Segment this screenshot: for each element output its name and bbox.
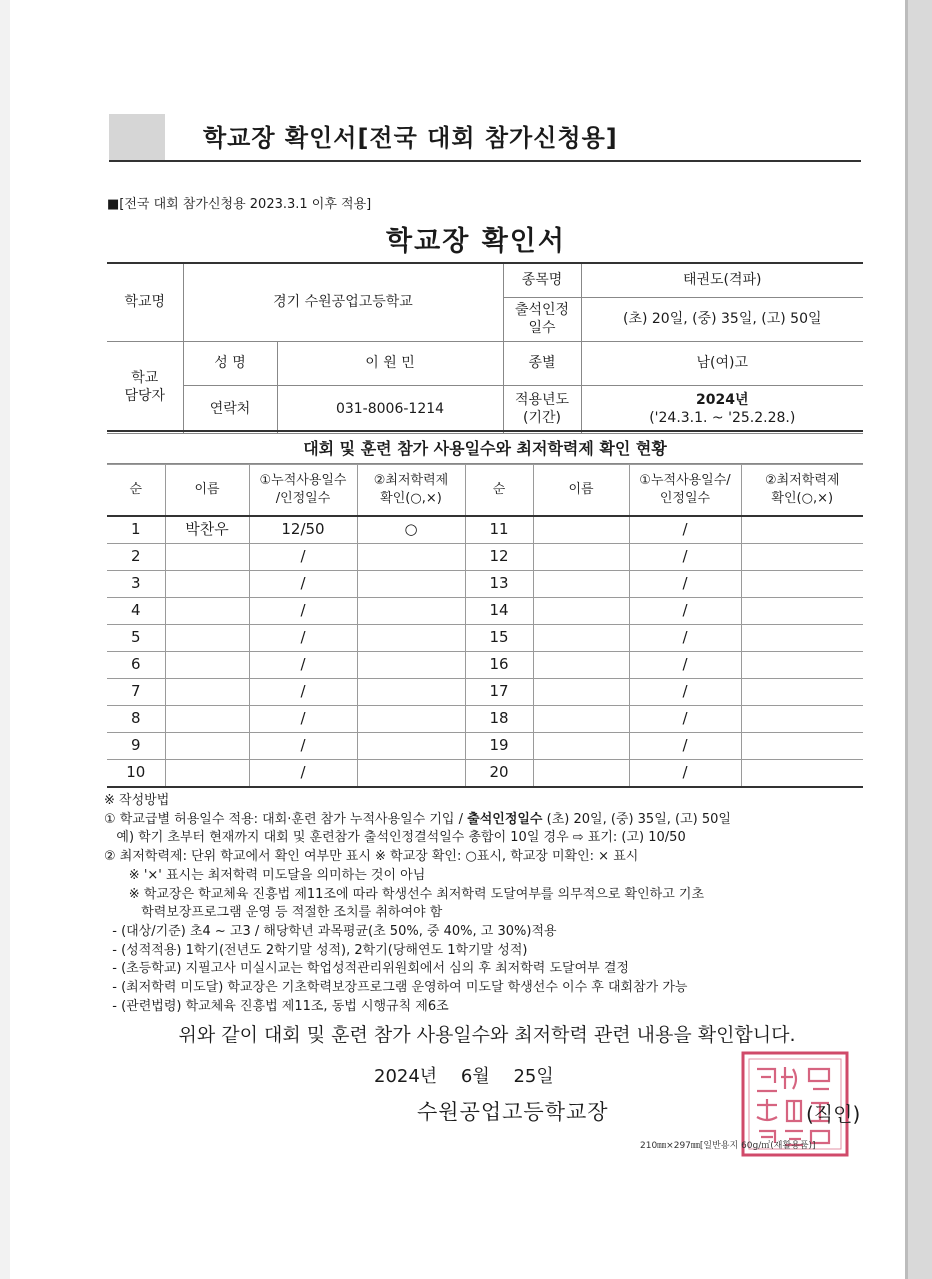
- note-1: [104, 811, 874, 830]
- row-no: 8: [107, 706, 165, 733]
- row-name: [165, 598, 249, 625]
- table-row: [107, 516, 863, 544]
- table-row: [107, 625, 863, 652]
- row-days: /: [629, 706, 741, 733]
- row-name: [533, 516, 629, 544]
- note-2-sub-3: 학력보장프로그램 운영 등 적절한 조치를 취하여야 함: [104, 905, 443, 921]
- row-check: [741, 571, 863, 598]
- row-check: [357, 544, 465, 571]
- main-title: 학교장 확인서: [386, 226, 566, 257]
- row-days: /: [249, 760, 357, 788]
- row-no: 16: [465, 652, 533, 679]
- manager-label: 학교 담당자: [107, 341, 183, 433]
- row-days: /: [629, 652, 741, 679]
- row-no: 4: [107, 598, 165, 625]
- row-name: [165, 571, 249, 598]
- header-check: ②최저학력제 확인(○,×): [357, 465, 465, 517]
- row-check: [741, 598, 863, 625]
- header-name: 이름: [533, 465, 629, 517]
- row-check: [357, 598, 465, 625]
- title-rule: [109, 160, 861, 162]
- note-1-example: 예) 학기 초부터 현재까지 대회 및 훈련참가 출석인정결석일수 총합이 10일 경우 ⇨ 표기: (고) 10/50: [104, 830, 686, 846]
- detail-5: - (관련법령) 학교체육 진흥법 제11조, 동법 시행규칙 제6조: [104, 998, 449, 1014]
- row-no: 5: [107, 625, 165, 652]
- row-check: [357, 733, 465, 760]
- year-cell: [581, 385, 863, 433]
- table-row: [107, 652, 863, 679]
- row-days: /: [629, 544, 741, 571]
- row-check: [741, 733, 863, 760]
- note-1-text: ① 학교급별 허용일수 적용: 대회·훈련 참가 누적사용일수 기입 /: [104, 811, 468, 827]
- section-heading: 대회 및 훈련 참가 사용일수와 최저학력제 확인 현황: [107, 430, 863, 464]
- principal-name: 수원공업고등학교장: [417, 1100, 609, 1124]
- row-no: 20: [465, 760, 533, 788]
- table-row: [107, 733, 863, 760]
- table-row: [107, 544, 863, 571]
- row-no: 10: [107, 760, 165, 788]
- row-check: [741, 679, 863, 706]
- attendance-label: 출석인정 일수: [503, 297, 581, 341]
- row-no: 3: [107, 571, 165, 598]
- row-no: 1: [107, 516, 165, 544]
- row-days: /: [629, 733, 741, 760]
- row-check: [357, 706, 465, 733]
- header-check: ②최저학력제 확인(○,×): [741, 465, 863, 517]
- row-name: [533, 652, 629, 679]
- type-value: 남(여)고: [581, 341, 863, 385]
- contact-value: 031-8006-1214: [277, 385, 503, 433]
- note-1-bold: 출석인정일수: [467, 811, 543, 827]
- row-name: [165, 652, 249, 679]
- detail-1: - (대상/기준) 초4 ~ 고3 / 해당학년 과목평균(초 50%, 중 40%, 고 30%)적용: [104, 923, 557, 939]
- row-no: 14: [465, 598, 533, 625]
- contact-label: 연락처: [183, 385, 277, 433]
- row-check: [357, 652, 465, 679]
- writing-instructions: [104, 792, 874, 1016]
- note-2: ② 최저학력제: 단위 학교에서 확인 여부만 표시 ※ 학교장 확인: ○표시, 학교장 미확인: × 표시: [104, 849, 639, 865]
- form-subtitle-note: ■[전국 대회 참가신청용 2023.3.1 이후 적용]: [107, 197, 372, 212]
- header-name: 이름: [165, 465, 249, 517]
- title-grey-block: [109, 114, 165, 160]
- row-no: 7: [107, 679, 165, 706]
- row-days: /: [249, 571, 357, 598]
- row-no: 13: [465, 571, 533, 598]
- row-days: /: [629, 760, 741, 788]
- row-name: [533, 760, 629, 788]
- note-2-sub-2: ※ 학교장은 학교체육 진흥법 제11조에 따라 학생선수 최저학력 도달여부를 의무적으로 확인하고 기초: [104, 886, 705, 902]
- row-days: /: [629, 598, 741, 625]
- sport-value: 태권도(격파): [581, 263, 863, 297]
- row-check: [357, 571, 465, 598]
- row-days: /: [629, 516, 741, 544]
- row-name: [533, 544, 629, 571]
- row-days: /: [629, 571, 741, 598]
- sport-label: 종목명: [503, 263, 581, 297]
- row-name: [533, 733, 629, 760]
- row-name: [533, 679, 629, 706]
- row-days: /: [249, 652, 357, 679]
- row-days: /: [249, 679, 357, 706]
- seal-mark-label: (직인): [806, 1102, 861, 1126]
- detail-3: - (초등학교) 지필고사 미실시교는 학업성적관리위원회에서 심의 후 최저학력 도달여부 결정: [104, 961, 629, 977]
- row-days: /: [249, 544, 357, 571]
- header-no: 순: [107, 465, 165, 517]
- row-name: [533, 571, 629, 598]
- row-no: 17: [465, 679, 533, 706]
- row-check: [741, 760, 863, 788]
- row-days: /: [629, 679, 741, 706]
- row-check: ○: [357, 516, 465, 544]
- header-days: ①누적사용일수/ 인정일수: [629, 465, 741, 517]
- school-name-value: 경기 수원공업고등학교: [183, 263, 503, 341]
- header-no: 순: [465, 465, 533, 517]
- confirmation-statement: 위와 같이 대회 및 훈련 참가 사용일수와 최저학력 관련 내용을 확인합니다.: [178, 1024, 796, 1046]
- table-header-row: [107, 465, 863, 517]
- detail-2: - (성적적용) 1학기(전년도 2학기말 성적), 2학기(당해연도 1학기말 성적): [104, 942, 528, 958]
- table-row: [107, 598, 863, 625]
- type-label: 종별: [503, 341, 581, 385]
- scan-right-margin: [908, 0, 932, 1279]
- row-no: 19: [465, 733, 533, 760]
- row-name: [165, 706, 249, 733]
- manager-name-label: 성 명: [183, 341, 277, 385]
- row-days: 12/50: [249, 516, 357, 544]
- row-name: [165, 544, 249, 571]
- row-no: 12: [465, 544, 533, 571]
- note-1-days: (초) 20일, (중) 35일, (고) 50일: [542, 811, 731, 827]
- row-name: [165, 733, 249, 760]
- row-days: /: [629, 625, 741, 652]
- detail-4: - (최저학력 미도달) 학교장은 기초학력보장프로그램 운영하여 미도달 학생선수 이수 후 대회참가 가능: [104, 980, 688, 996]
- row-name: [533, 598, 629, 625]
- row-check: [741, 625, 863, 652]
- row-no: 6: [107, 652, 165, 679]
- row-check: [741, 706, 863, 733]
- table-row: [107, 706, 863, 733]
- row-name: [533, 625, 629, 652]
- info-table: [107, 262, 863, 434]
- row-check: [741, 516, 863, 544]
- row-name: [165, 679, 249, 706]
- note-2-sub-1: ※ '×' 표시는 최저학력 미도달을 의미하는 것이 아님: [104, 867, 426, 883]
- row-check: [357, 760, 465, 788]
- row-no: 18: [465, 706, 533, 733]
- notes-heading: ※ 작성방법: [104, 793, 170, 808]
- participation-table: [107, 464, 863, 788]
- row-check: [357, 679, 465, 706]
- row-days: /: [249, 706, 357, 733]
- school-name-label: 학교명: [107, 263, 183, 341]
- header-days: ①누적사용일수 /인정일수: [249, 465, 357, 517]
- table-row: [107, 571, 863, 598]
- row-name: [165, 625, 249, 652]
- row-days: /: [249, 733, 357, 760]
- year-label: 적용년도 (기간): [503, 385, 581, 433]
- row-days: /: [249, 598, 357, 625]
- scan-left-margin: [0, 0, 10, 1279]
- year-value: 2024년: [696, 391, 749, 408]
- period-value: ('24.3.1. ~ '25.2.28.): [649, 410, 796, 426]
- paper-spec-note: 210㎜×297㎜[일반용지 60g/㎡(재활용품)]: [640, 1141, 816, 1151]
- row-days: /: [249, 625, 357, 652]
- row-name: [165, 760, 249, 788]
- table-row: [107, 679, 863, 706]
- table-row: [107, 760, 863, 788]
- signing-date: 2024년 6월 25일: [374, 1066, 554, 1087]
- row-no: 11: [465, 516, 533, 544]
- attendance-value: (초) 20일, (중) 35일, (고) 50일: [581, 297, 863, 341]
- row-name: 박찬우: [165, 516, 249, 544]
- row-check: [741, 652, 863, 679]
- row-check: [357, 625, 465, 652]
- row-name: [533, 706, 629, 733]
- row-no: 2: [107, 544, 165, 571]
- row-no: 9: [107, 733, 165, 760]
- row-check: [741, 544, 863, 571]
- row-no: 15: [465, 625, 533, 652]
- form-top-title: 학교장 확인서[전국 대회 참가신청용]: [203, 124, 618, 152]
- manager-name-value: 이 원 민: [277, 341, 503, 385]
